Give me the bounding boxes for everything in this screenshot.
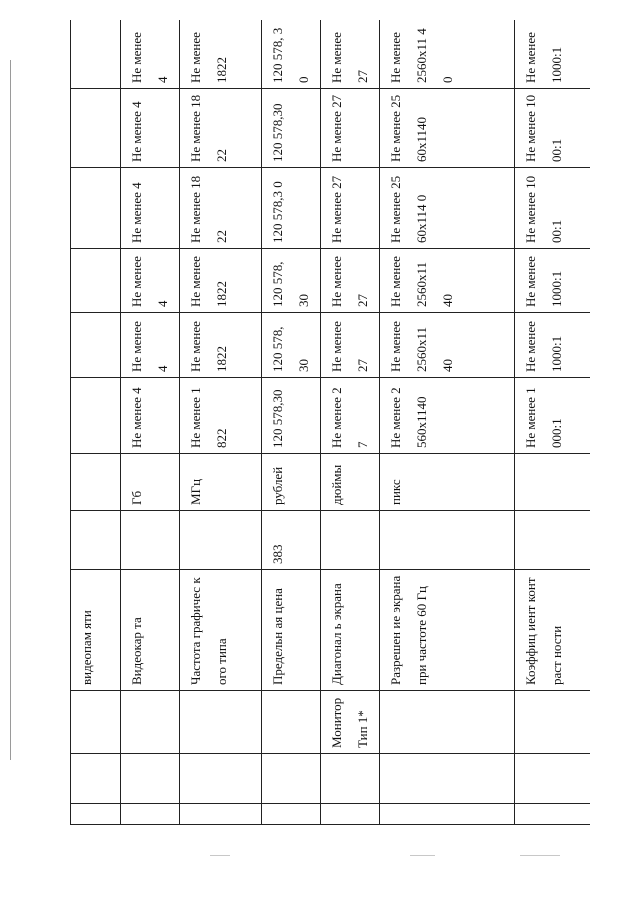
table-cell xyxy=(380,804,515,825)
scan-mark xyxy=(210,855,230,856)
table-cell: Видеокар та xyxy=(121,570,180,691)
scan-mark xyxy=(520,855,560,856)
table-cell xyxy=(71,20,121,89)
table-row xyxy=(262,20,321,825)
table-cell: Не менее 1822 xyxy=(180,89,262,168)
table-cell: Не менее 2560x11 40 xyxy=(380,249,515,313)
table-cell: Не менее 1000:1 xyxy=(515,378,591,454)
table-cell xyxy=(71,378,121,454)
table-cell xyxy=(121,511,180,570)
table-cell xyxy=(515,691,591,754)
table-cell: Не менее 1000:1 xyxy=(515,89,591,168)
table-cell: 120 578, 30 xyxy=(262,313,321,378)
table-cell: Не менее 1822 xyxy=(180,249,262,313)
table-cell: Не менее 4 xyxy=(121,378,180,454)
table-cell: Не менее 4 xyxy=(121,249,180,313)
table-cell: Не менее 27 xyxy=(321,89,380,168)
table-cell: Не менее 1822 xyxy=(180,20,262,89)
table-cell xyxy=(71,454,121,511)
table-cell xyxy=(71,511,121,570)
table-cell: 120 578,30 xyxy=(262,378,321,454)
table-cell: Коэффиц иент контраст ности xyxy=(515,570,591,691)
page-left-edge xyxy=(10,60,11,760)
table-cell: Не менее 4 xyxy=(121,313,180,378)
table-cell: 120 578, 30 xyxy=(262,249,321,313)
table-row xyxy=(380,20,515,825)
table-cell xyxy=(515,511,591,570)
table-cell xyxy=(180,754,262,804)
table-cell xyxy=(262,691,321,754)
table-cell xyxy=(262,754,321,804)
table-row xyxy=(121,20,180,825)
table-row xyxy=(71,20,121,825)
table-cell: Не менее 4 xyxy=(121,20,180,89)
table-cell: Не менее 2560x1140 xyxy=(380,378,515,454)
table-cell: Не менее 1000:1 xyxy=(515,313,591,378)
table-cell: Не менее 1000:1 xyxy=(515,20,591,89)
table-cell: пикс xyxy=(380,454,515,511)
table-cell xyxy=(71,313,121,378)
table-cell: Не менее 27 xyxy=(321,378,380,454)
specification-table xyxy=(70,20,590,825)
table-cell xyxy=(515,754,591,804)
table-cell xyxy=(180,691,262,754)
table-cell: Не менее 1822 xyxy=(180,378,262,454)
table-cell xyxy=(180,804,262,825)
table-cell: Не менее 2560x114 0 xyxy=(380,168,515,249)
table-row xyxy=(321,20,380,825)
table-cell xyxy=(380,754,515,804)
table-cell: Не менее 1000:1 xyxy=(515,168,591,249)
table-cell xyxy=(71,754,121,804)
table-cell xyxy=(71,249,121,313)
table-cell: видеопам яти xyxy=(71,570,121,691)
table-cell xyxy=(515,804,591,825)
table-cell xyxy=(515,454,591,511)
table-row xyxy=(515,20,591,825)
table-cell: МГц xyxy=(180,454,262,511)
table-cell: Не менее 2560x11 40 xyxy=(380,313,515,378)
table-cell xyxy=(71,804,121,825)
table-cell: Не менее 1822 xyxy=(180,168,262,249)
table-cell xyxy=(262,804,321,825)
table-cell: Не менее 2560x11 40 xyxy=(380,20,515,89)
table-cell xyxy=(321,804,380,825)
table-cell xyxy=(380,691,515,754)
table-cell xyxy=(71,168,121,249)
table-cell: 383 xyxy=(262,511,321,570)
table-cell xyxy=(121,754,180,804)
table-cell: Гб xyxy=(121,454,180,511)
table-cell: Не менее 27 xyxy=(321,20,380,89)
table-cell: Не менее 27 xyxy=(321,168,380,249)
table-cell: Не менее 4 xyxy=(121,168,180,249)
table-cell xyxy=(380,511,515,570)
table-cell: 120 578,3 0 xyxy=(262,168,321,249)
table-cell xyxy=(121,804,180,825)
table-cell: Не менее 2560x1140 xyxy=(380,89,515,168)
rotated-table-frame xyxy=(70,20,590,825)
table-cell xyxy=(71,691,121,754)
table-cell: Частота графичес кого типа xyxy=(180,570,262,691)
table-cell: Не менее 27 xyxy=(321,249,380,313)
table-cell: Монитор Тип 1* xyxy=(321,691,380,754)
table-cell: Не менее 4 xyxy=(121,89,180,168)
document-page xyxy=(70,20,590,825)
table-cell: Не менее 27 xyxy=(321,313,380,378)
table-cell xyxy=(180,511,262,570)
table-cell xyxy=(121,691,180,754)
table-cell: 120 578, 30 xyxy=(262,20,321,89)
table-cell: Разрешен ие экрана при частоте 60 Гц xyxy=(380,570,515,691)
table-cell: Диагонал ь экрана xyxy=(321,570,380,691)
table-cell: Предельн ая цена xyxy=(262,570,321,691)
table-cell: Не менее 1822 xyxy=(180,313,262,378)
table-cell xyxy=(71,89,121,168)
table-cell: Не менее 1000:1 xyxy=(515,249,591,313)
table-cell xyxy=(321,511,380,570)
table-cell: дюймы xyxy=(321,454,380,511)
table-cell: рублей xyxy=(262,454,321,511)
scan-mark xyxy=(410,855,435,856)
table-cell xyxy=(321,754,380,804)
table-row xyxy=(180,20,262,825)
table-cell: 120 578,30 xyxy=(262,89,321,168)
